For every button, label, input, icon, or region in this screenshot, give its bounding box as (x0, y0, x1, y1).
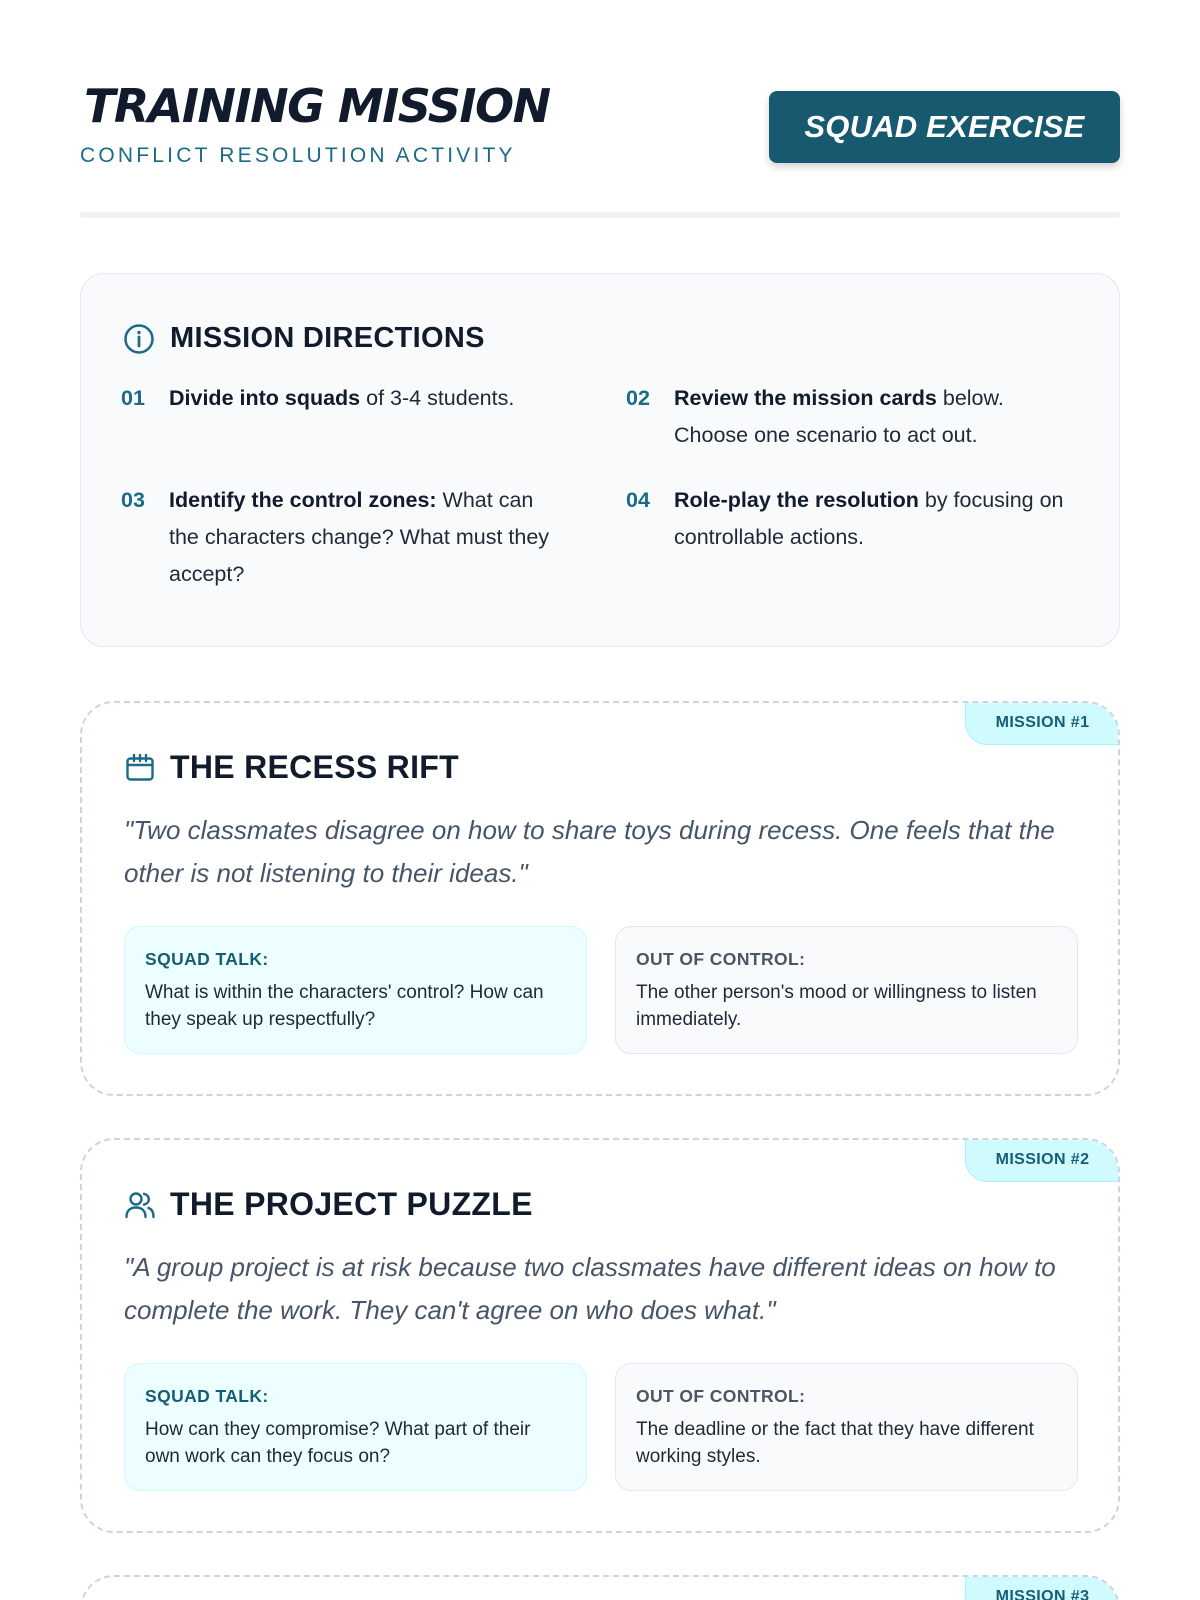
direction-step (121, 380, 571, 417)
direction-step (626, 380, 1076, 454)
step-number: 02 (626, 386, 650, 410)
squad-talk-box (124, 926, 587, 1054)
header-divider (80, 212, 1120, 218)
worksheet-page (80, 0, 1120, 1600)
direction-step (121, 482, 571, 593)
step-text: of 3-4 students. (360, 386, 515, 410)
step-number: 03 (121, 488, 145, 512)
header (80, 0, 1120, 212)
mission-card (80, 701, 1120, 1096)
mission-number-tag: MISSION #3 (965, 1575, 1120, 1600)
out-of-control-text: The deadline or the fact that they have different working styles. (636, 1419, 1034, 1467)
out-of-control-text: The other person's mood or willingness to listen immediately. (636, 982, 1037, 1030)
mission-scenario: "A group project is at risk because two classmates have different ideas on how to complete the work. They can't agree on who does what." (124, 1252, 1056, 1325)
users-icon (124, 1189, 156, 1221)
squad-talk-text: How can they compromise? What part of their own work can they focus on? (145, 1419, 531, 1467)
page-title: TRAINING MISSION (84, 79, 550, 133)
directions-heading (123, 322, 485, 355)
step-bold-text: Divide into squads (169, 386, 361, 410)
step-bold-text: Review the mission cards (674, 386, 937, 410)
mission-card (80, 1138, 1120, 1533)
step-number: 01 (121, 386, 145, 410)
mission-title: THE PROJECT PUZZLE (170, 1186, 533, 1222)
step-text: below. Choose one scenario to act out. (674, 386, 1004, 447)
mission-number-tag: MISSION #1 (965, 701, 1120, 745)
step-bold-text: Role-play the resolution (674, 488, 919, 512)
out-of-control-box (615, 1363, 1078, 1491)
calendar-icon (124, 752, 156, 784)
direction-step (626, 482, 1076, 556)
step-text: by focusing on controllable actions. (674, 488, 1064, 549)
directions-title: MISSION DIRECTIONS (170, 322, 485, 354)
mission-title: THE RECESS RIFT (170, 749, 459, 785)
squad-talk-label: SQUAD TALK: (145, 949, 269, 969)
squad-exercise-badge: SQUAD EXERCISE (769, 91, 1120, 163)
squad-talk-label: SQUAD TALK: (145, 1386, 269, 1406)
mission-scenario: "Two classmates disagree on how to share toys during recess. One feels that the other is not listening to their ideas." (124, 815, 1055, 888)
mission-heading (124, 1186, 533, 1223)
mission-heading (124, 749, 459, 786)
squad-talk-text: What is within the characters' control? How can they speak up respectfully? (145, 982, 544, 1030)
step-text: What can the characters change? What must they accept? (169, 488, 550, 586)
info-circle-icon (123, 323, 155, 355)
mission-directions-panel (80, 273, 1120, 647)
out-of-control-box (615, 926, 1078, 1054)
out-of-control-label: OUT OF CONTROL: (636, 1386, 806, 1406)
step-number: 04 (626, 488, 650, 512)
step-bold-text: Identify the control zones: (169, 488, 437, 512)
out-of-control-label: OUT OF CONTROL: (636, 949, 806, 969)
page-subtitle: CONFLICT RESOLUTION ACTIVITY (80, 144, 516, 167)
mission-number-tag: MISSION #2 (965, 1138, 1120, 1182)
mission-card (80, 1575, 1120, 1600)
squad-talk-box (124, 1363, 587, 1491)
